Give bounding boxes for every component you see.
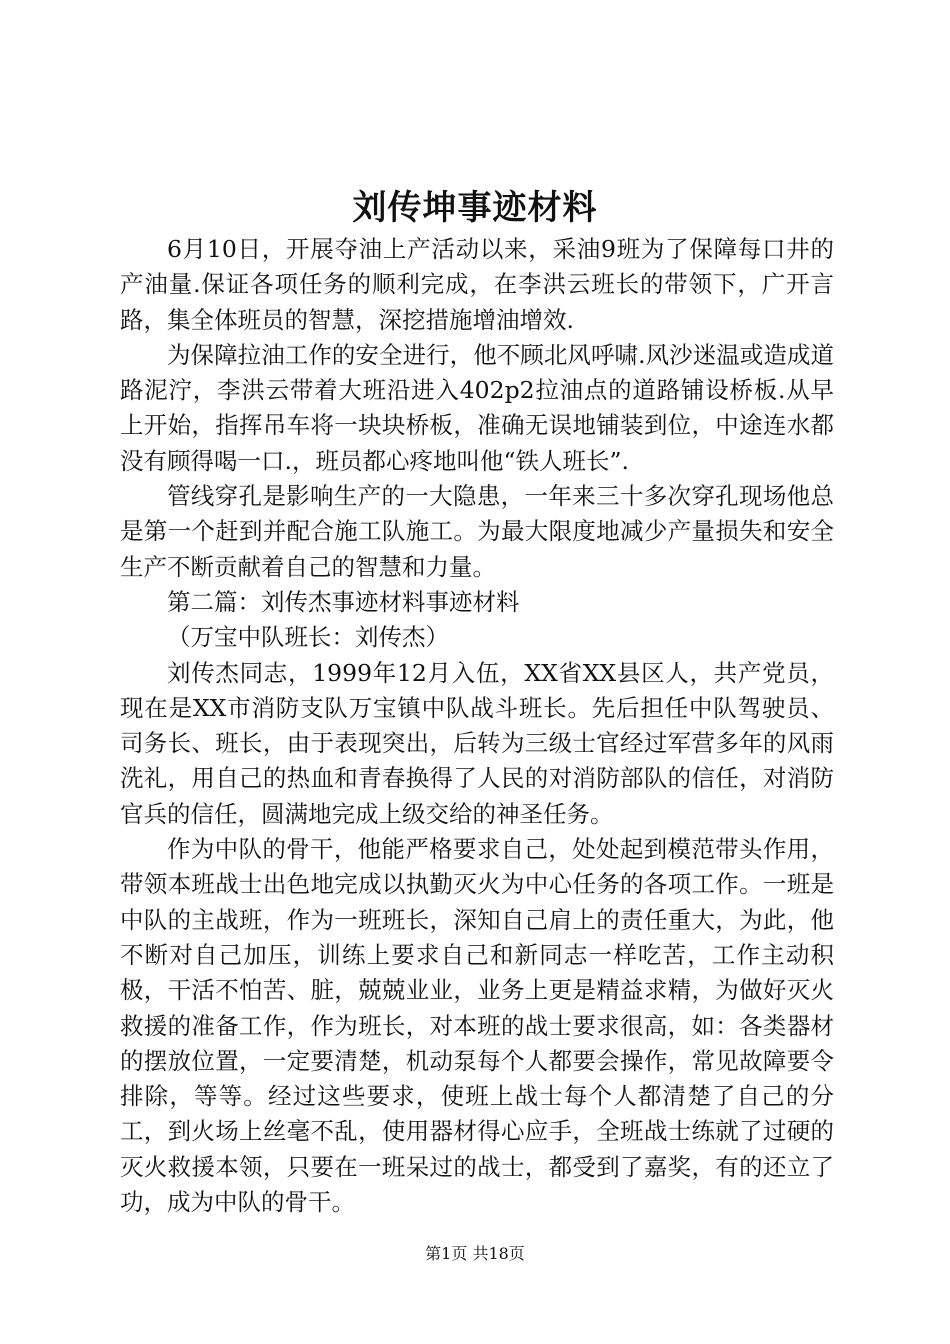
document-body bbox=[120, 232, 834, 1220]
paragraph: 刘传杰同志，1999年12月入伍，XX省XX县区人，共产党员，现在是XX市消防支队万宝镇中队战斗班长。先后担任中队驾驶员、司务长、班长，由于表现突出，后转为三级士官经过军营多年的风雨洗礼，用自己的热血和青春换得了人民的对消防部队的信任，对消防官兵的信任，圆满地完成上级交给的神圣任务。 bbox=[120, 658, 834, 828]
section-subheading: （万宝中队班长：刘传杰） bbox=[167, 623, 449, 652]
page-number-footer: 第1页 共18页 bbox=[425, 1244, 525, 1263]
document-title: 刘传坤事迹材料 bbox=[352, 188, 598, 228]
paragraph: 为保障拉油工作的安全进行，他不顾北风呼啸.风沙迷温或造成道路泥泞，李洪云带着大班沿进入402p2拉油点的道路铺设桥板.从早上开始，指挥吊车将一块块桥板，准确无误地铺装到位，中途连水都没有顾得喝一口.，班员都心疼地叫他“铁人班长”. bbox=[120, 340, 834, 475]
section-heading: 第二篇：刘传杰事迹材料事迹材料 bbox=[167, 587, 520, 616]
paragraph: 管线穿孔是影响生产的一大隐患，一年来三十多次穿孔现场他总是第一个赶到并配合施工队施工。为最大限度地减少产量损失和安全生产不断贡献着自己的智慧和力量。 bbox=[120, 482, 834, 581]
paragraph: 作为中队的骨干，他能严格要求自己，处处起到模范带头作用，带领本班战士出色地完成以执勤灭火为中心任务的各项工作。一班是中队的主战班，作为一班班长，深知自己肩上的责任重大，为此，他不断对自己加压，训练上要求自己和新同志一样吃苦，工作主动积极，干活不怕苦、脏，兢兢业业，业务上更是精益求精，为做好灭火救援的准备工作，作为班长，对本班的战士要求很高，如：各类器材的摆放位置，一定要清楚，机动泵每个人都要会操作，常见故障要令排除，等等。经过这些要求，使班上战士每个人都清楚了自己的分工，到火场上丝毫不乱，使用器材得心应手，全班战士练就了过硬的灭火救援本领，只要在一班呆过的战士，都受到了嘉奖，有的还立了功，成为中队的骨干。 bbox=[120, 835, 834, 1217]
paragraph: 6月10日，开展夺油上产活动以来，采油9班为了保障每口井的产油量.保证各项任务的顺利完成，在李洪云班长的带领下，广开言路，集全体班员的智慧，深挖措施增油增效. bbox=[120, 235, 834, 334]
